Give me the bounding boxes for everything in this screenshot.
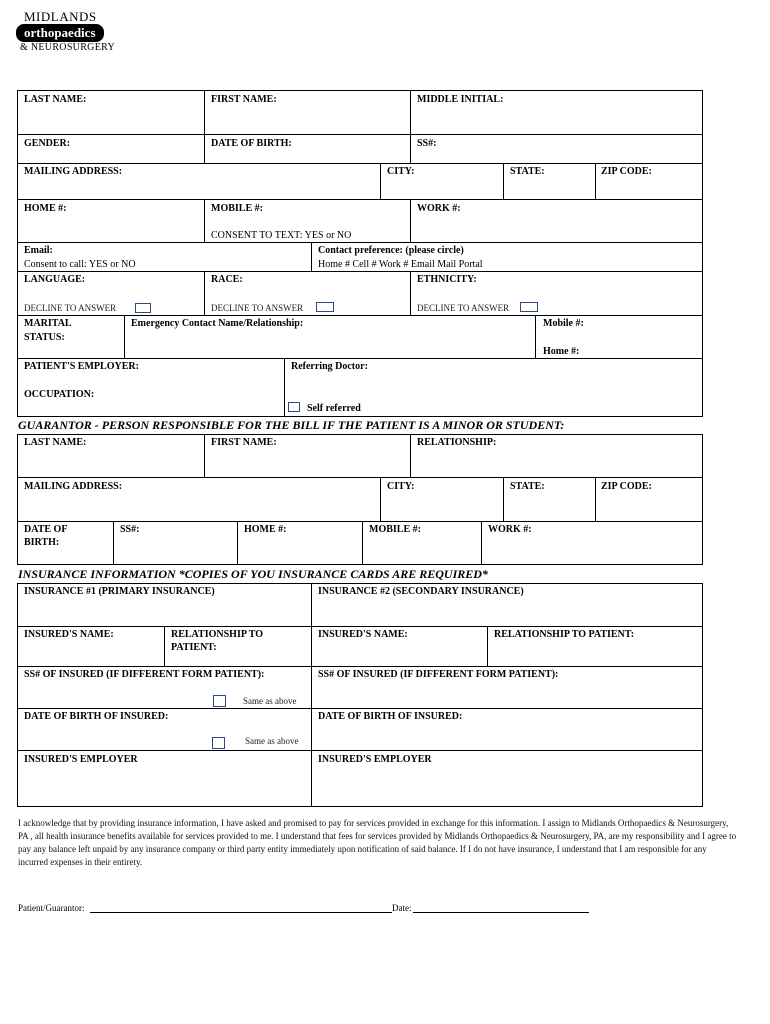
- guarantor-first-name-label: FIRST NAME:: [211, 437, 277, 448]
- guarantor-work-label: WORK #:: [488, 524, 532, 535]
- self-referred-label: Self referred: [307, 403, 361, 414]
- guarantor-table: [17, 434, 703, 565]
- language-decline-checkbox[interactable]: [135, 303, 151, 313]
- last-name-label: LAST NAME:: [24, 94, 87, 105]
- guarantor-relationship-label: RELATIONSHIP:: [417, 437, 497, 448]
- marital-label: MARITAL: [24, 318, 72, 329]
- emergency-mobile-label: Mobile #:: [543, 318, 584, 329]
- secondary-insured-name-label: INSURED'S NAME:: [318, 629, 408, 640]
- consent-to-text: CONSENT TO TEXT: YES or NO: [211, 230, 352, 241]
- primary-ss-insured-label: SS# OF INSURED (IF DIFFERENT FORM PATIENT):: [24, 669, 265, 680]
- guarantor-state-label: STATE:: [510, 481, 545, 492]
- primary-dob-same-checkbox[interactable]: [212, 737, 225, 749]
- first-name-label: FIRST NAME:: [211, 94, 277, 105]
- logo-line1: MIDLANDS: [24, 9, 97, 24]
- email-label: Email:: [24, 245, 53, 256]
- primary-dob-insured-label: DATE OF BIRTH OF INSURED:: [24, 711, 169, 722]
- ethnicity-decline-checkbox[interactable]: [520, 302, 538, 312]
- mailing-address-label: MAILING ADDRESS:: [24, 166, 123, 177]
- self-referred-checkbox[interactable]: [288, 402, 300, 412]
- work-phone-label: WORK #:: [417, 203, 461, 214]
- date-line[interactable]: [413, 912, 589, 913]
- contact-preference-label: Contact preference: (please circle): [318, 245, 464, 256]
- race-decline-label: DECLINE TO ANSWER: [211, 303, 304, 313]
- race-label: RACE:: [211, 274, 243, 285]
- primary-insurance-label: INSURANCE #1 (PRIMARY INSURANCE): [24, 586, 215, 597]
- dob-label: DATE OF BIRTH:: [211, 138, 292, 149]
- acknowledgment-text: I acknowledge that by providing insurance information, I have asked and promised to pay for services provided in exchange for this information. I assign to Midlands Orthopaedics & Neurosurgery, PA , all health insurance benefits available for services provided to me. I understand that fees for services provided by Midlands Orthopaedics & Neurosurgery, PA, are my responsibility and I agree to pay any balance left unpaid by any insurance company or third party entity immediately upon notification of said balance. If I do not have insurance, I understand that I am responsible for any incurred expenses in their entirety.: [18, 818, 737, 867]
- state-label: STATE:: [510, 166, 545, 177]
- guarantor-section-title: GUARANTOR - PERSON RESPONSIBLE FOR THE BILL IF THE PATIENT IS A MINOR OR STUDENT:: [18, 418, 565, 432]
- insurance-section-title: INSURANCE INFORMATION *COPIES OF YOU INSURANCE CARDS ARE REQUIRED*: [18, 567, 488, 581]
- emergency-contact-label: Emergency Contact Name/Relationship:: [131, 318, 304, 329]
- patient-guarantor-signature-label: Patient/Guarantor:: [18, 903, 85, 913]
- guarantor-mailing-address-label: MAILING ADDRESS:: [24, 481, 123, 492]
- consent-to-call: Consent to call: YES or NO: [24, 259, 136, 270]
- mobile-phone-label: MOBILE #:: [211, 203, 263, 214]
- guarantor-mobile-label: MOBILE #:: [369, 524, 421, 535]
- date-label: Date:: [392, 903, 412, 913]
- signature-line[interactable]: [90, 912, 392, 913]
- guarantor-dob-label: DATE OF: [24, 524, 68, 535]
- referring-doctor-label: Referring Doctor:: [291, 361, 368, 372]
- secondary-insured-employer-label: INSURED'S EMPLOYER: [318, 754, 432, 765]
- language-label: LANGUAGE:: [24, 274, 86, 285]
- ethnicity-label: ETHNICITY:: [417, 274, 477, 285]
- primary-ss-same-label: Same as above: [243, 696, 297, 706]
- insurance-table: [17, 583, 703, 807]
- guarantor-home-label: HOME #:: [244, 524, 287, 535]
- occupation-label: OCCUPATION:: [24, 389, 95, 400]
- primary-dob-same-label: Same as above: [245, 736, 299, 746]
- gender-label: GENDER:: [24, 138, 71, 149]
- primary-relationship-label: RELATIONSHIP TO: [171, 629, 263, 640]
- secondary-dob-insured-label: DATE OF BIRTH OF INSURED:: [318, 711, 463, 722]
- marital-status-label: STATUS:: [24, 332, 65, 343]
- guarantor-city-label: CITY:: [387, 481, 415, 492]
- home-phone-label: HOME #:: [24, 203, 67, 214]
- emergency-home-label: Home #:: [543, 346, 580, 357]
- logo-line3: & NEUROSURGERY: [20, 42, 116, 53]
- guarantor-ss-label: SS#:: [120, 524, 140, 535]
- race-decline-checkbox[interactable]: [316, 302, 334, 312]
- primary-insured-name-label: INSURED'S NAME:: [24, 629, 114, 640]
- ethnicity-decline-label: DECLINE TO ANSWER: [417, 303, 510, 313]
- language-decline-label: DECLINE TO ANSWER: [24, 303, 117, 313]
- zip-label: ZIP CODE:: [601, 166, 652, 177]
- ss-label: SS#:: [417, 138, 437, 149]
- guarantor-dob-label-2: BIRTH:: [24, 537, 60, 548]
- primary-ss-same-checkbox[interactable]: [213, 695, 226, 707]
- city-label: CITY:: [387, 166, 415, 177]
- company-logo: [16, 10, 116, 53]
- secondary-relationship-label: RELATIONSHIP TO PATIENT:: [494, 629, 635, 640]
- primary-relationship-label-2: PATIENT:: [171, 642, 217, 653]
- contact-preference-options: Home # Cell # Work # Email Mail Portal: [318, 259, 483, 270]
- secondary-ss-insured-label: SS# OF INSURED (IF DIFFERENT FORM PATIENT):: [318, 669, 559, 680]
- guarantor-last-name-label: LAST NAME:: [24, 437, 87, 448]
- logo-line2: orthopaedics: [16, 24, 104, 42]
- patient-employer-label: PATIENT'S EMPLOYER:: [24, 361, 139, 372]
- middle-initial-label: MIDDLE INITIAL:: [417, 94, 504, 105]
- guarantor-zip-label: ZIP CODE:: [601, 481, 652, 492]
- primary-insured-employer-label: INSURED'S EMPLOYER: [24, 754, 138, 765]
- secondary-insurance-label: INSURANCE #2 (SECONDARY INSURANCE): [318, 586, 524, 597]
